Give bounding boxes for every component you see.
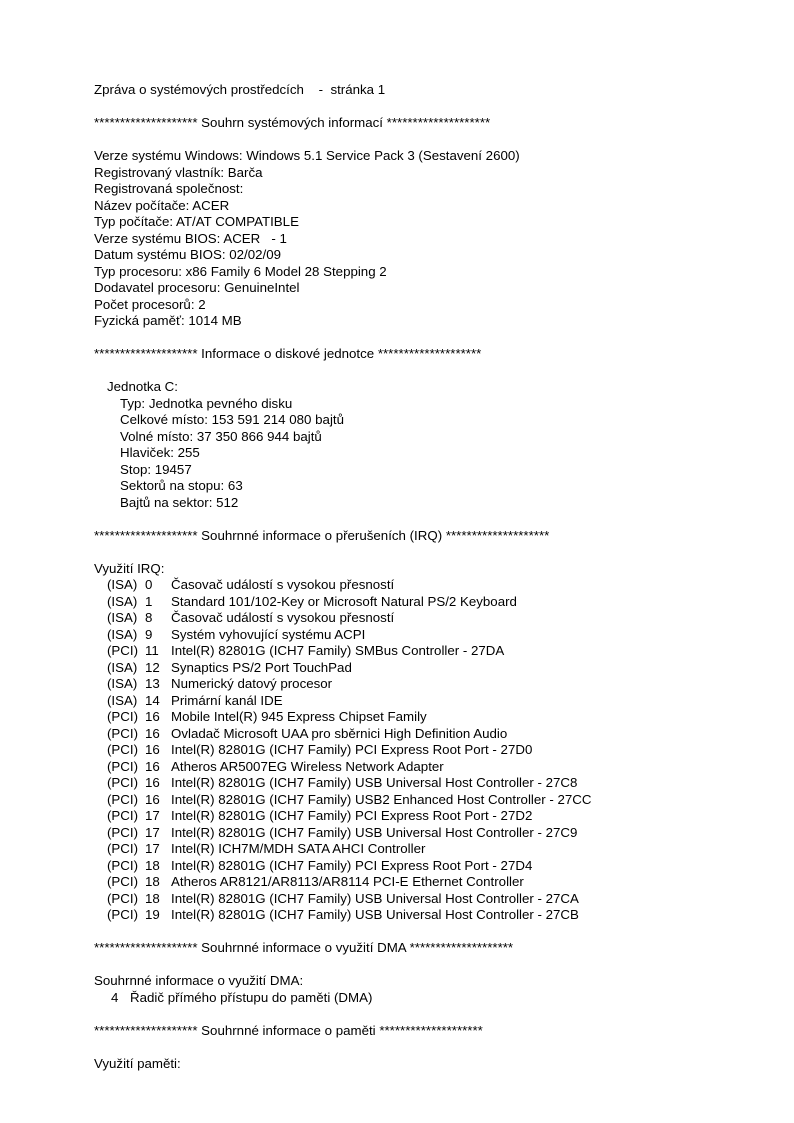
system-info-line: Verze systému Windows: Windows 5.1 Service Pack 3 (Sestavení 2600) (94, 148, 520, 163)
system-info-line: Datum systému BIOS: 02/02/09 (94, 247, 281, 262)
irq-bus: (ISA) (107, 626, 138, 642)
irq-bus: (PCI) (107, 824, 139, 840)
dma-usage-label: Souhrnné informace o využití DMA: (94, 973, 304, 988)
irq-bus: (PCI) (107, 874, 139, 889)
irq-device: Intel(R) 82801G (ICH7 Family) SMBus Controller - 27DA (171, 643, 505, 658)
irq-row (94, 891, 774, 908)
irq-usage-label: Využití IRQ: (94, 560, 165, 576)
irq-number: 9 (145, 626, 153, 642)
system-info-line: Registrovaná společnost: (94, 181, 244, 196)
irq-device: Numerický datový procesor (171, 676, 333, 691)
irq-list (94, 577, 774, 924)
irq-bus: (PCI) (107, 775, 139, 790)
irq-number: 16 (145, 725, 160, 741)
irq-device: Atheros AR5007EG Wireless Network Adapter (171, 758, 444, 774)
irq-number: 8 (145, 610, 153, 625)
irq-row (94, 874, 774, 891)
irq-device: Intel(R) 82801G (ICH7 Family) USB2 Enhanced Host Controller - 27CC (171, 791, 592, 807)
irq-row (94, 643, 774, 660)
irq-device: Intel(R) 82801G (ICH7 Family) USB Universal Host Controller - 27CB (171, 907, 579, 922)
irq-row (94, 627, 774, 644)
irq-number: 0 (145, 577, 153, 592)
dma-device: Řadič přímého přístupu do paměti (DMA) (130, 989, 373, 1005)
irq-device: Synaptics PS/2 Port TouchPad (171, 659, 352, 675)
irq-device: Intel(R) 82801G (ICH7 Family) USB Universal Host Controller - 27CA (171, 890, 579, 906)
irq-bus: (ISA) (107, 659, 138, 675)
system-info-line: Fyzická paměť: 1014 MB (94, 313, 242, 328)
dma-list (94, 990, 774, 1007)
report-title: Zpráva o systémových prostředcích - stránka 1 (94, 82, 386, 97)
dma-summary-header: ******************** Souhrnné informace o využití DMA ******************** (94, 940, 514, 955)
disk-info-header: ******************** Informace o diskové jednotce ******************** (94, 346, 482, 361)
irq-number: 16 (145, 791, 160, 807)
irq-bus: (PCI) (107, 841, 139, 856)
irq-number: 13 (145, 676, 160, 691)
irq-bus: (PCI) (107, 857, 139, 873)
drive-detail-line: Volné místo: 37 350 866 944 bajtů (120, 428, 322, 444)
irq-bus: (PCI) (107, 742, 139, 757)
irq-row (94, 709, 774, 726)
irq-row (94, 808, 774, 825)
irq-device: Systém vyhovující systému ACPI (171, 626, 366, 642)
irq-bus: (PCI) (107, 890, 139, 906)
irq-bus: (PCI) (107, 907, 139, 922)
irq-row (94, 792, 774, 809)
system-summary-header: ******************** Souhrn systémových informací ******************** (94, 115, 491, 130)
irq-bus: (PCI) (107, 643, 139, 658)
irq-row (94, 726, 774, 743)
drive-detail-line: Typ: Jednotka pevného disku (120, 395, 293, 411)
irq-device: Intel(R) 82801G (ICH7 Family) USB Universal Host Controller - 27C9 (171, 824, 578, 840)
system-info-line: Typ počítače: AT/AT COMPATIBLE (94, 214, 299, 229)
irq-number: 16 (145, 775, 160, 790)
irq-device: Časovač událostí s vysokou přesností (171, 577, 395, 592)
memory-usage-label: Využití paměti: (94, 1055, 181, 1071)
memory-summary-header: ******************** Souhrnné informace o paměti ******************** (94, 1022, 483, 1038)
irq-row (94, 660, 774, 677)
irq-summary-header: ******************** Souhrnné informace o přerušeních (IRQ) ******************** (94, 527, 550, 543)
irq-number: 12 (145, 659, 160, 675)
irq-device: Mobile Intel(R) 945 Express Chipset Family (171, 709, 427, 724)
drive-detail-line: Bajtů na sektor: 512 (120, 494, 239, 510)
irq-number: 11 (145, 643, 159, 658)
irq-number: 14 (145, 692, 160, 708)
irq-row (94, 841, 774, 858)
irq-row (94, 693, 774, 710)
irq-device: Primární kanál IDE (171, 692, 283, 708)
irq-bus: (ISA) (107, 692, 138, 708)
system-info-line: Registrovaný vlastník: Barča (94, 164, 263, 180)
drive-label: Jednotka C: (107, 379, 178, 394)
irq-bus: (ISA) (107, 577, 138, 592)
irq-device: Intel(R) 82801G (ICH7 Family) USB Universal Host Controller - 27C8 (171, 775, 578, 790)
irq-bus: (PCI) (107, 725, 139, 741)
irq-bus: (PCI) (107, 808, 139, 823)
irq-device: Ovladač Microsoft UAA pro sběrnici High Definition Audio (171, 725, 508, 741)
irq-bus: (PCI) (107, 791, 139, 807)
irq-number: 19 (145, 907, 160, 922)
irq-row (94, 676, 774, 693)
system-info-line: Dodavatel procesoru: GenuineIntel (94, 280, 300, 295)
irq-row (94, 610, 774, 627)
irq-bus: (PCI) (107, 709, 139, 724)
irq-device: Intel(R) 82801G (ICH7 Family) PCI Express Root Port - 27D4 (171, 857, 533, 873)
irq-device: Časovač událostí s vysokou přesností (171, 610, 395, 625)
irq-row (94, 858, 774, 875)
drive-details (94, 396, 774, 512)
irq-bus: (ISA) (107, 593, 138, 609)
irq-number: 16 (145, 742, 160, 757)
irq-number: 1 (145, 593, 153, 609)
system-info-line: Typ procesoru: x86 Family 6 Model 28 Stepping 2 (94, 263, 387, 279)
dma-row (94, 990, 774, 1007)
irq-bus: (ISA) (107, 676, 138, 691)
dma-channel: 4 (111, 989, 119, 1005)
drive-detail-line: Stop: 19457 (120, 461, 192, 477)
irq-number: 16 (145, 709, 160, 724)
irq-device: Atheros AR8121/AR8113/AR8114 PCI-E Ethernet Controller (171, 874, 524, 889)
irq-row (94, 594, 774, 611)
irq-number: 16 (145, 758, 160, 774)
irq-device: Intel(R) 82801G (ICH7 Family) PCI Express Root Port - 27D2 (171, 808, 533, 823)
drive-detail-line: Celkové místo: 153 591 214 080 bajtů (120, 412, 344, 427)
irq-number: 18 (145, 874, 160, 889)
irq-row (94, 577, 774, 594)
system-summary-lines (94, 148, 774, 330)
irq-number: 18 (145, 857, 160, 873)
irq-row (94, 742, 774, 759)
irq-row (94, 825, 774, 842)
system-info-line: Počet procesorů: 2 (94, 296, 206, 312)
system-info-line: Verze systému BIOS: ACER - 1 (94, 230, 287, 246)
irq-row (94, 775, 774, 792)
system-info-line: Název počítače: ACER (94, 197, 230, 213)
irq-row (94, 759, 774, 776)
irq-number: 18 (145, 890, 160, 906)
drive-detail-line: Sektorů na stopu: 63 (120, 478, 243, 493)
irq-device: Intel(R) 82801G (ICH7 Family) PCI Express Root Port - 27D0 (171, 742, 533, 757)
irq-row (94, 907, 774, 924)
irq-device: Intel(R) ICH7M/MDH SATA AHCI Controller (171, 841, 426, 856)
irq-number: 17 (145, 841, 160, 856)
irq-number: 17 (145, 808, 160, 823)
irq-bus: (PCI) (107, 758, 139, 774)
report-page (94, 82, 774, 1072)
irq-bus: (ISA) (107, 610, 138, 625)
drive-detail-line: Hlaviček: 255 (120, 445, 200, 460)
irq-number: 17 (145, 824, 160, 840)
irq-device: Standard 101/102-Key or Microsoft Natural PS/2 Keyboard (171, 593, 517, 609)
